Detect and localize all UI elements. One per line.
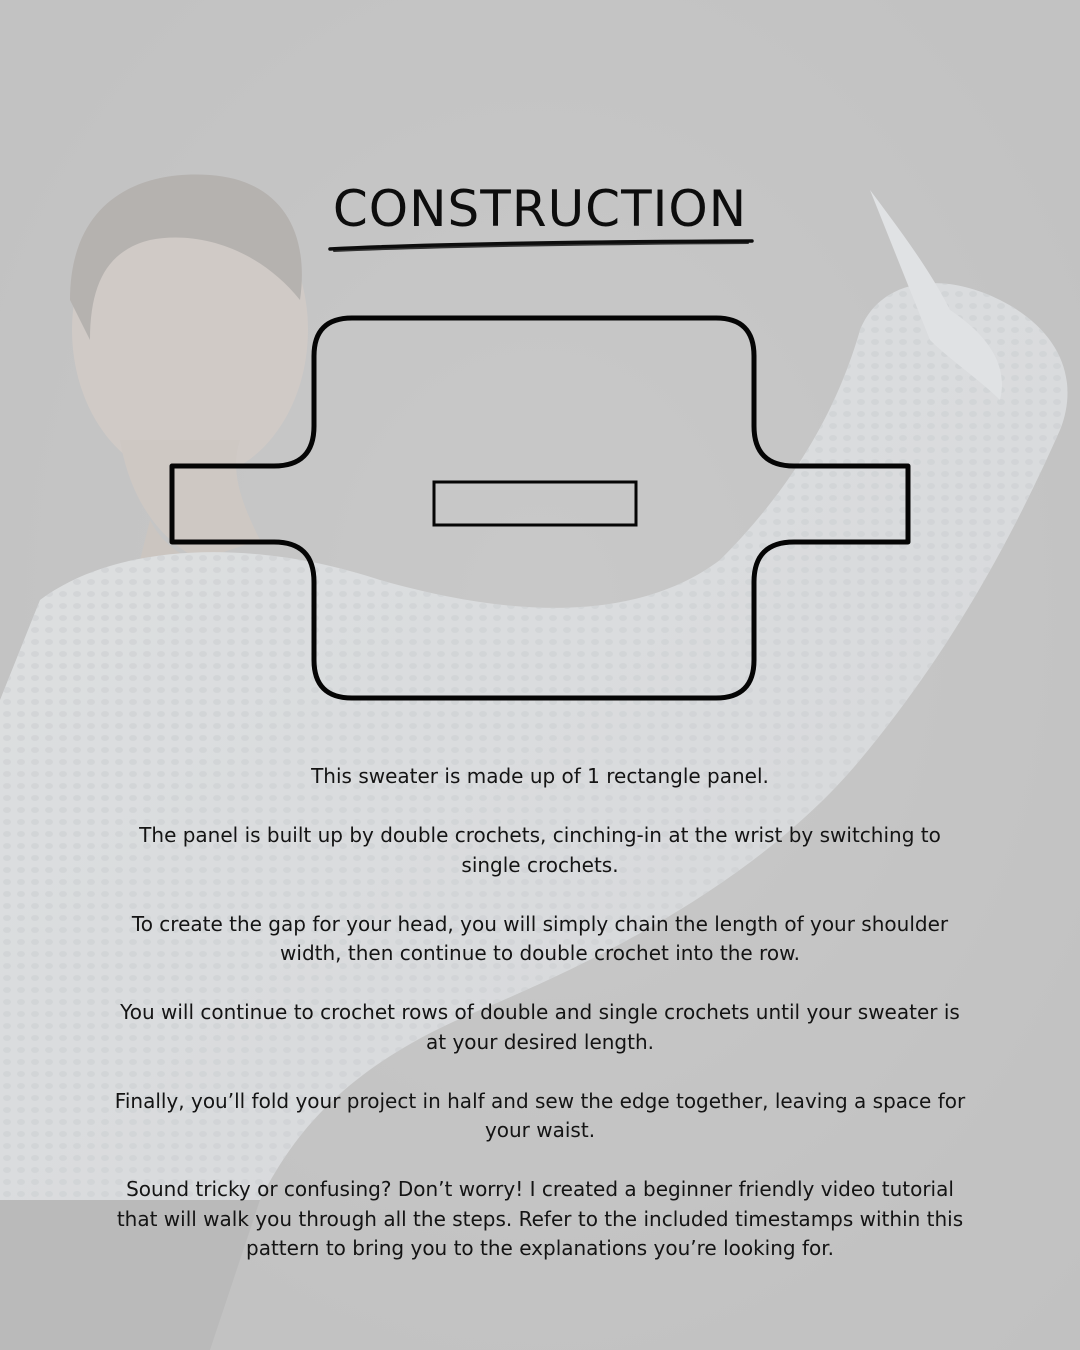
paragraph: To create the gap for your head, you will simply chain the length of your shoulder width, then continue to double crochet into the row. — [131, 911, 949, 965]
paragraph: Finally, you’ll fold your project in half and sew the edge together, leaving a space for your waist. — [114, 1088, 966, 1142]
paragraph: This sweater is made up of 1 rectangle panel. — [311, 764, 769, 788]
paragraph: You will continue to crochet rows of double and single crochets until your sweater is at your desired length. — [120, 1000, 960, 1054]
construction-text — [110, 762, 970, 1264]
panel-outline — [172, 318, 908, 698]
paragraph: Sound tricky or confusing? Don’t worry! I created a beginner friendly video tutorial that will walk you through all the steps. Refer to the included timestamps within this pattern to bring you to the explanations you’re looking for. — [116, 1177, 964, 1260]
paragraph: The panel is built up by double crochets, cinching-in at the wrist by switching to single crochets. — [139, 823, 941, 877]
title-underline — [328, 234, 754, 256]
neck-opening — [434, 482, 636, 525]
page-title: CONSTRUCTION — [332, 180, 748, 238]
construction-diagram — [164, 308, 916, 708]
